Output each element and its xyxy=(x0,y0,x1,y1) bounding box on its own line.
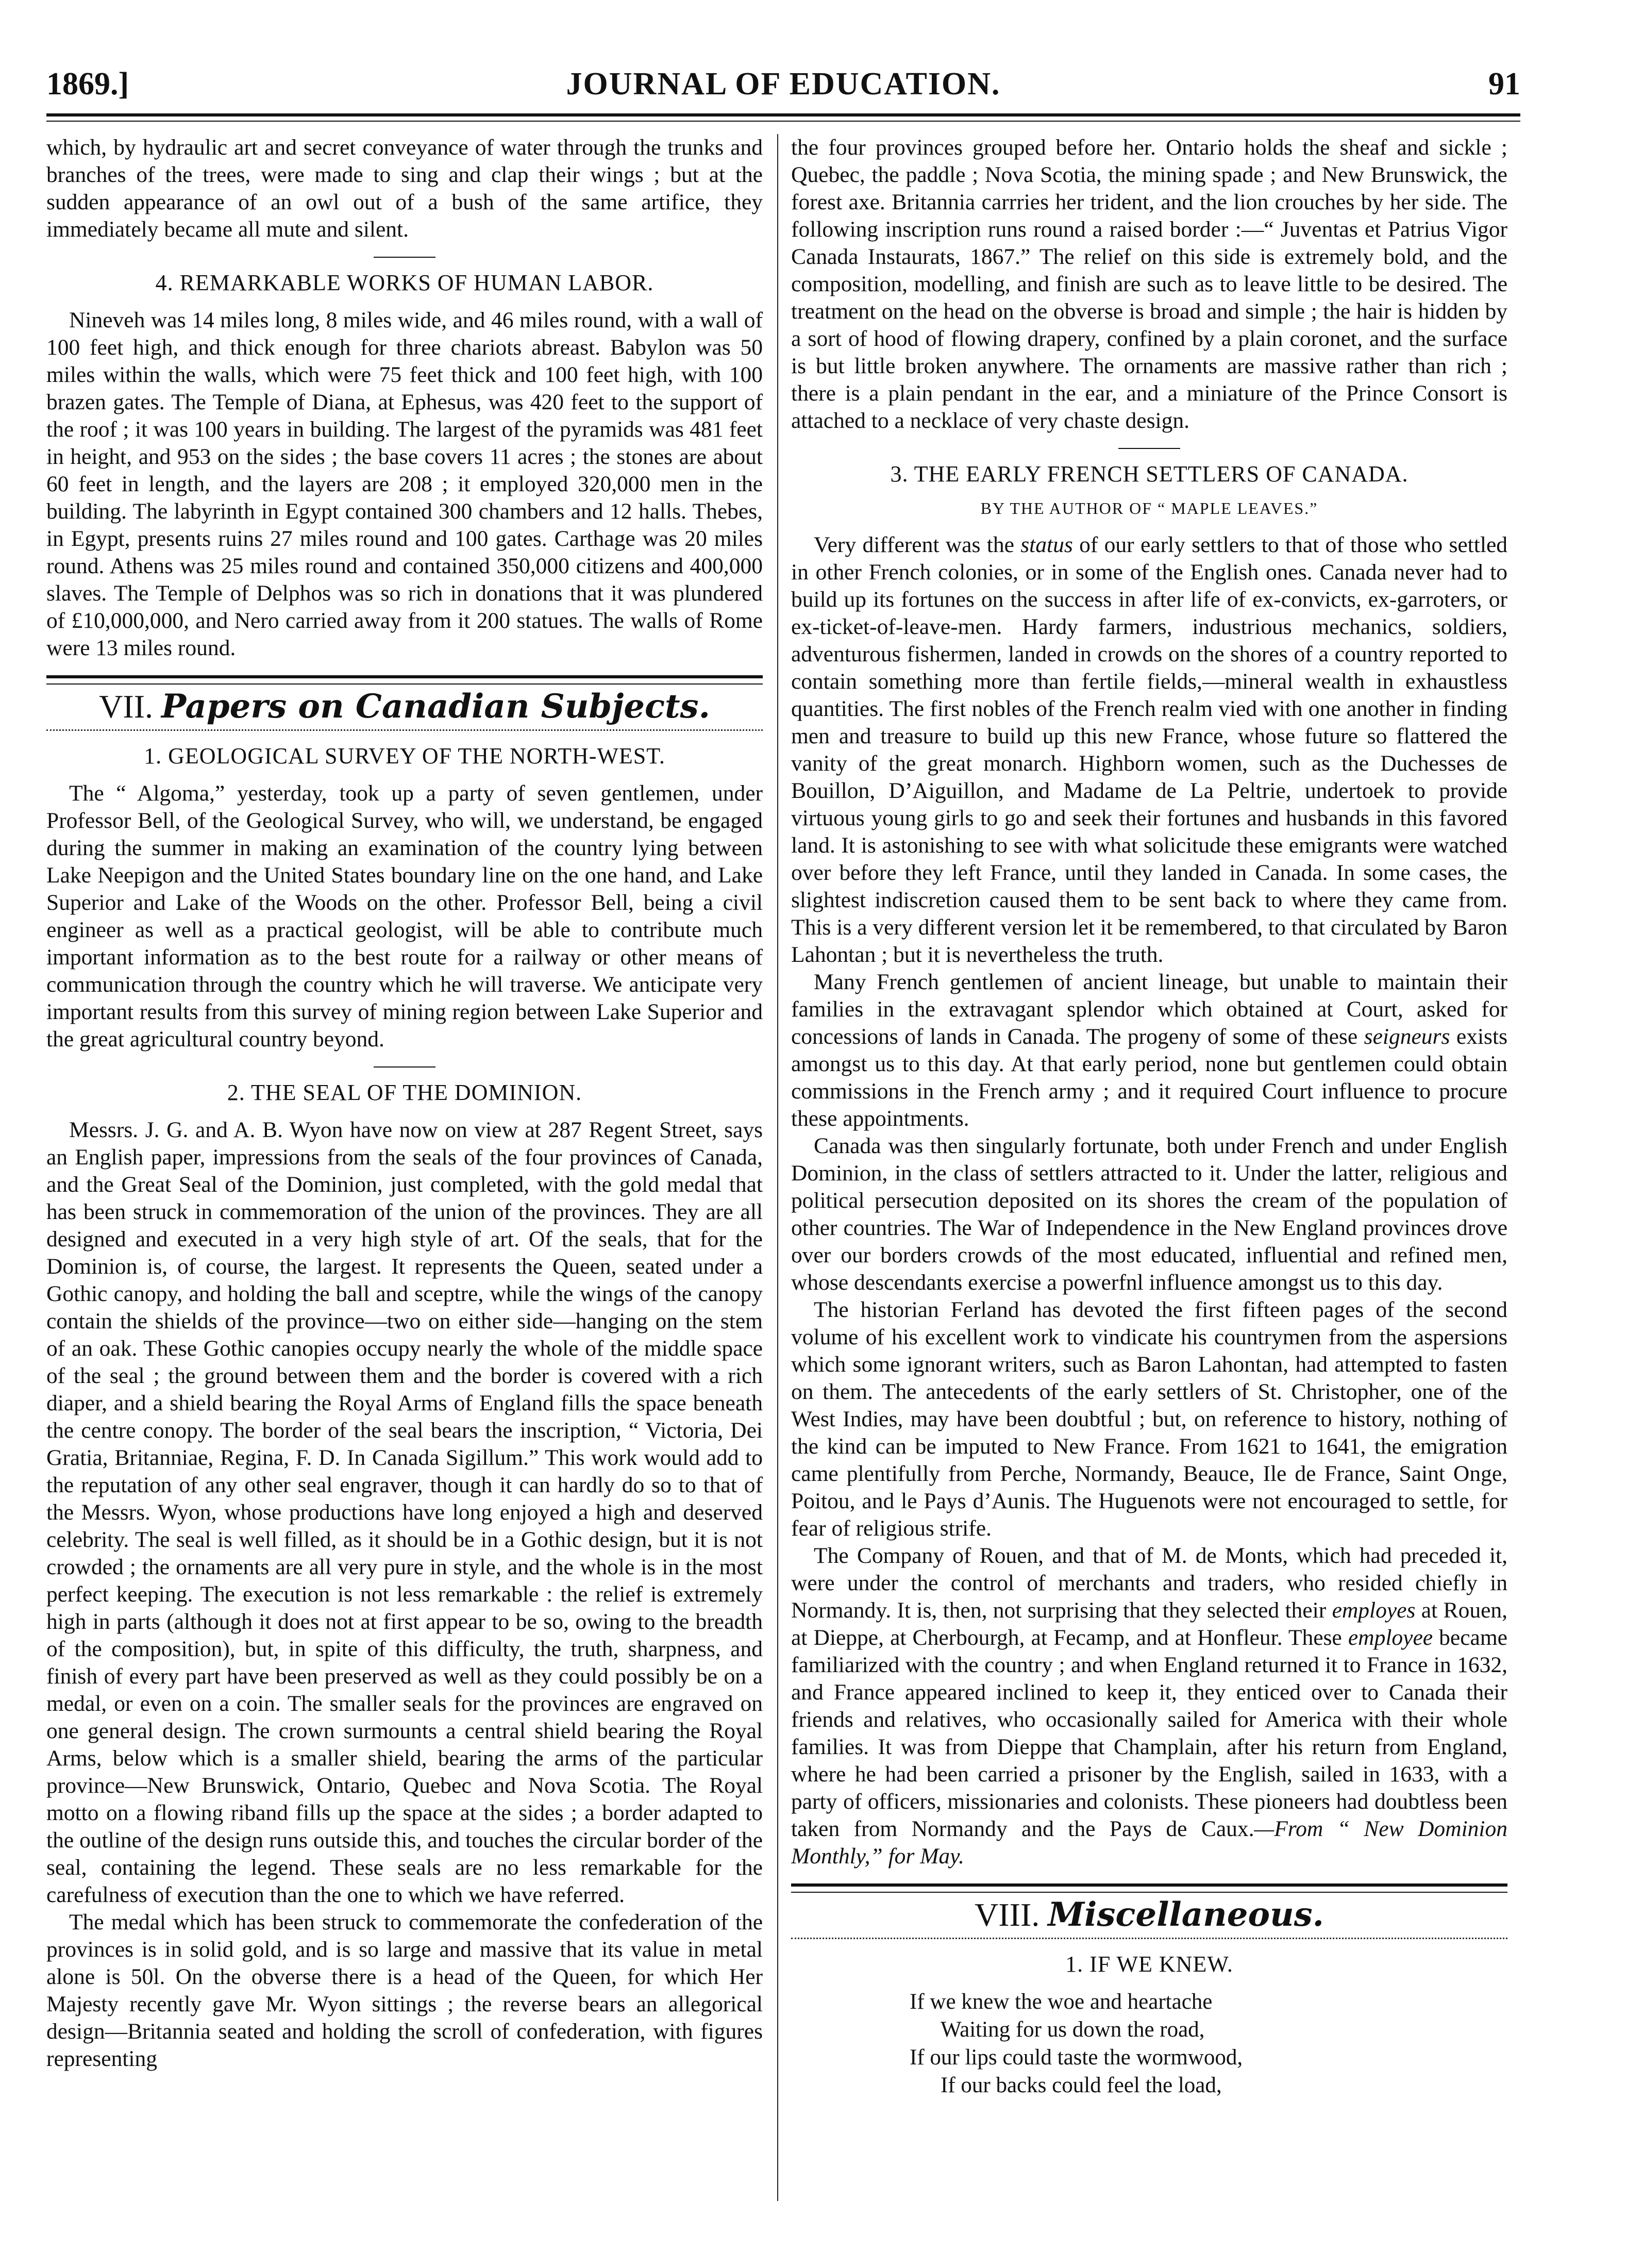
section-title-if-we-knew: 1. IF WE KNEW. xyxy=(1065,1952,1233,1977)
column-divider xyxy=(777,134,778,2201)
section-title-french-settlers: 3. THE EARLY FRENCH SETTLERS OF CANADA. xyxy=(890,461,1409,487)
paragraph-remarkable-works: Nineveh was 14 miles long, 8 miles wide, and 46 miles round, with a wall of 100 feet high, and thick enough for three chariots abreast. Babylon was 50 miles within the walls, which were 75 feet thick and 100 feet high, with 100 brazen gates. The Temple of Diana, at Ephesus, was 420 feet to the support of the roof ; it was 100 years in building. The largest of the pyramids was 481 feet in height, and 953 on the sides ; the base covers 11 acres ; the stones are about 60 feet in length, and the layers are 208 ; it employed 320,000 men in the building. The labyrinth in Egypt contained 300 chambers and 12 halls. Thebes, in Egypt, presents ruins 27 miles round and 100 gates. Carthage was 20 miles round. Athens was 25 miles round and contained 350,000 citizens and 400,000 slaves. The Temple of Delphos was so rich in donations that it was plundered of £10,000,000, and Nero carried away from it 200 statues. The walls of Rome were 13 miles round. xyxy=(46,308,763,660)
major-heading-vii xyxy=(46,687,763,726)
journal-page xyxy=(46,57,1520,2222)
source-citation: —From “ New Dominion Monthly,” for May. xyxy=(791,1816,1507,1869)
text-run: Many French gentlemen of ancient lineage, but unable to maintain their families in the extravagant splendor which obtained at Court, asked for concessions of lands in Canada. The progeny of some of these xyxy=(791,970,1507,1049)
major-rule xyxy=(46,675,763,678)
poem xyxy=(910,1988,1507,2099)
left-column xyxy=(46,134,763,2216)
italic-run: employee xyxy=(1348,1625,1433,1650)
right-column xyxy=(791,134,1507,2216)
header-rule xyxy=(46,113,1520,116)
page-number: 91 xyxy=(1488,66,1520,102)
paragraph-settlers-4: The historian Ferland has devoted the first fifteen pages of the second volume of his excellent work to vindicate his countrymen from the aspersions which some ignorant writers, such as Baron Lahontan, had attempted to fasten on them. The antecedents of the early settlers of St. Christopher, one of the West Indies, may have been doubtful ; but, on reference to history, nothing of the kind can be imputed to New France. From 1621 to 1641, the emigration came plentifully from Perche, Normandy, Beauce, Ile de France, Saint Onge, Poitou, and le Pays d’Aunis. The Huguenots were not encouraged to settle, for fear of religious strife. xyxy=(791,1297,1507,1541)
paragraph-geological-survey: The “ Algoma,” yesterday, took up a party of seven gentlemen, under Professor Bell, of the Geological Survey, who will, we understand, be engaged during the summer in making an examination of the country lying between Lake Neepigon and the United States boundary line on the one hand, and Lake Superior and Lake of the Woods on the other. Professor Bell, being a civil engineer as well as a practical geologist, will be able to contribute much important information as to the best route for a railway or other means of communication through the country which he will traverse. We anticipate very important results from this survey of mining region between Lake Superior and the great agricultural country beyond. xyxy=(46,781,763,1052)
poem-line: Waiting for us down the road, xyxy=(941,2017,1205,2042)
major-heading-viii xyxy=(791,1895,1507,1934)
header-title: JOURNAL OF EDUCATION. xyxy=(566,66,1001,102)
text-run: The Company of Rouen, and that of M. de Monts, which had preceded it, were under the control of merchants and traders, who resided chiefly in Normandy. It is, then, not surprising that they selected their xyxy=(791,1543,1507,1623)
section-rule xyxy=(374,1066,435,1068)
header-rule-thin xyxy=(46,121,1520,122)
section-rule xyxy=(374,257,435,258)
paragraph-seal-1: Messrs. J. G. and A. B. Wyon have now on view at 287 Regent Street, says an English paper, impressions from the seals of the four provinces of Canada, and the Great Seal of the Dominion, just completed, with the gold medal that has been struck in commemoration of the union of the provinces. They are all designed and executed in a very high style of art. Of the seals, that for the Dominion is, of course, the largest. It represents the Queen, seated under a Gothic canopy, and holding the ball and sceptre, while the wings of the canopy contain the shields of the province—two on either side—hanging on the stem of an oak. These Gothic canopies occupy nearly the whole of the middle space of the seal ; the ground between them and the border is covered with a rich diaper, and a shield bearing the Royal Arms of England fills the space beneath the centre conopy. The border of the seal bears the inscription, “ Victoria, Dei Gratia, Britanniae, Regina, F. D. In Canada Sigillum.” This work would add to the reputation of any other seal engraver, though it can hardly do so to that of the Messrs. Wyon, whose productions have long enjoyed a high and deserved celebrity. The seal is well filled, as it should be in a Gothic design, but it is not crowded ; the ornaments are all very pure in style, and the whole is in the most perfect keeping. The execution is not less remarkable : the relief is extremely high in parts (although it does not at first appear to be so, owing to the breadth of the composition), but, in spite of this difficulty, the truth, sharpness, and finish of every part have been preserved as well as they could possibly be on a medal, or even on a coin. The smaller seals for the provinces are engraved on one general design. The crown surmounts a central shield bearing the Royal Arms, below which is a smaller shield, bearing the arms of the particular province—New Brunswick, Ontario, Quebec and Nova Scotia. The Royal motto on a flowing riband fills up the space at the sides ; a border adapted to the outline of the design runs outside this, and touches the circular border of the seal, containing the legend. These seals are no less remarkable for the carefulness of execution than the one to which we have referred. xyxy=(46,1118,763,1907)
major-heading-viii-title: Miscellaneous. xyxy=(1048,1895,1324,1934)
major-heading-vii-title: Papers on Canadian Subjects. xyxy=(161,687,710,726)
section-title-seal: 2. THE SEAL OF THE DOMINION. xyxy=(227,1080,582,1105)
major-rule-thin xyxy=(46,683,763,685)
text-run: Very different was the xyxy=(814,532,1021,557)
paragraph-seal-2: The medal which has been struck to commemorate the confederation of the provinces is in solid gold, and is so large and massive that its value in metal alone is 50l. On the obverse there is a head of the Queen, for which Her Majesty recently gave Mr. Wyon sittings ; the reverse bears an allegorical design—Britannia seated and holding the scroll of confederation, with figures representing xyxy=(46,1910,763,2071)
running-header xyxy=(46,57,1520,108)
italic-run: status xyxy=(1020,532,1073,557)
text-run: exists amongst us to this day. At that early period, none but gentlemen could obtain commissions in the French army ; and it required Court influence to procure these appointments. xyxy=(791,1024,1507,1131)
byline: BY THE AUTHOR OF “ MAPLE LEAVES.” xyxy=(980,499,1318,518)
major-rule-thin xyxy=(791,1892,1507,1893)
paragraph-settlers-2 xyxy=(791,969,1507,1132)
paragraph-settlers-3: Canada was then singularly fortunate, both under French and under English Dominion, in the class of settlers attracted to it. Under the latter, religious and political persecution deposited on its shores the cream of the population of other countries. The War of Independence in the New England provinces drove over our borders crowds of the most educated, influential and refined men, whose descendants exercise a powerfnl influence amongst us to this day. xyxy=(791,1133,1507,1295)
text-run: at Rouen, at Dieppe, at Cherbourgh, at Fecamp, and at Honfleur. These xyxy=(791,1598,1507,1650)
major-heading-vii-numeral: VII. xyxy=(99,688,153,725)
italic-run: seigneurs xyxy=(1364,1024,1450,1049)
major-heading-viii-numeral: VIII. xyxy=(975,1896,1040,1933)
continued-paragraph: which, by hydraulic art and secret conveyance of water through the trunks and branches of the trees, were made to sing and clap their wings ; but at the sudden appearance of an owl out of a bush of the same artifice, they immediately became all mute and silent. xyxy=(46,135,763,242)
poem-line: If our backs could feel the load, xyxy=(941,2073,1222,2097)
paragraph-settlers-5 xyxy=(791,1542,1507,1870)
poem-line: If our lips could taste the wormwood, xyxy=(910,2045,1243,2070)
paragraph-settlers-1 xyxy=(791,531,1507,969)
section-title-remarkable-works: 4. REMARKABLE WORKS OF HUMAN LABOR. xyxy=(155,270,654,295)
section-title-geological-survey: 1. GEOLOGICAL SURVEY OF THE NORTH-WEST. xyxy=(144,743,665,769)
major-rule xyxy=(791,1883,1507,1887)
text-run: became familiarized with the country ; and when England returned it to France in 1632, and France appeared inclined to keep it, they enticed over to Canada their friends and relatives, who occasionally sailed for America with their whole families. It was from Dieppe that Champlain, after his return from England, where he had been carried a prisoner by the English, sailed in 1633, with a party of officers, missionaries and colonists. These pioneers had doubtless been taken from Normandy and the Pays de Caux. xyxy=(791,1625,1507,1841)
italic-run: employes xyxy=(1332,1598,1416,1623)
text-run: of our early settlers to that of those who settled in other French colonies, or in some of the English ones. Canada never had to build up its fortunes on the success in after life of ex-convicts, ex-garroters, or ex-ticket-of-leave-men. Hardy farmers, industrious mechanics, soldiers, adventurous fishermen, landed in crowds on the shores of a country reported to contain something more than fertile fields,—mineral wealth in exhaustless quantities. The first nobles of the French realm vied with one another in finding men and treasure to build up this new France, whose future so flattered the vanity of the great monarch. Highborn women, such as the Duchesses de Bouillon, D’Aiguillon, and Madame de La Peltrie, undertoek to provide virtuous young girls to go and seek their fortunes and husbands in this favored land. It is astonishing to see with what solicitude these emigrants were watched over before they left France, until they landed in Canada. In some cases, the slightest indiscretion caused them to be sent back to where they came from. This is a very different version let it be remembered, to that circulated by Baron Lahontan ; but it is nevertheless the truth. xyxy=(791,532,1507,967)
header-year: 1869.] xyxy=(46,66,129,102)
poem-line: If we knew the woe and heartache xyxy=(910,1990,1213,2014)
continued-paragraph-medal: the four provinces grouped before her. Ontario holds the sheaf and sickle ; Quebec, the paddle ; Nova Scotia, the mining spade ; and New Brunswick, the forest axe. Britannia carrries her trident, and the lion crouches by her side. The following inscription runs round a raised border :—“ Juventas et Patrius Vigor Canada Instaurats, 1867.” The relief on this side is extremely bold, and the composition, modelling, and finish are such as to leave little to be desired. The treatment on the head on the obverse is broad and simple ; the hair is hidden by a sort of hood of flowing drapery, confined by a plain coronet, and the surface is but little broken anywhere. The ornaments are massive rather than rich ; there is a plain pendant in the ear, and a miniature of the Prince Consort is attached to a necklace of very chaste design. xyxy=(791,135,1507,433)
section-rule xyxy=(1118,448,1180,449)
